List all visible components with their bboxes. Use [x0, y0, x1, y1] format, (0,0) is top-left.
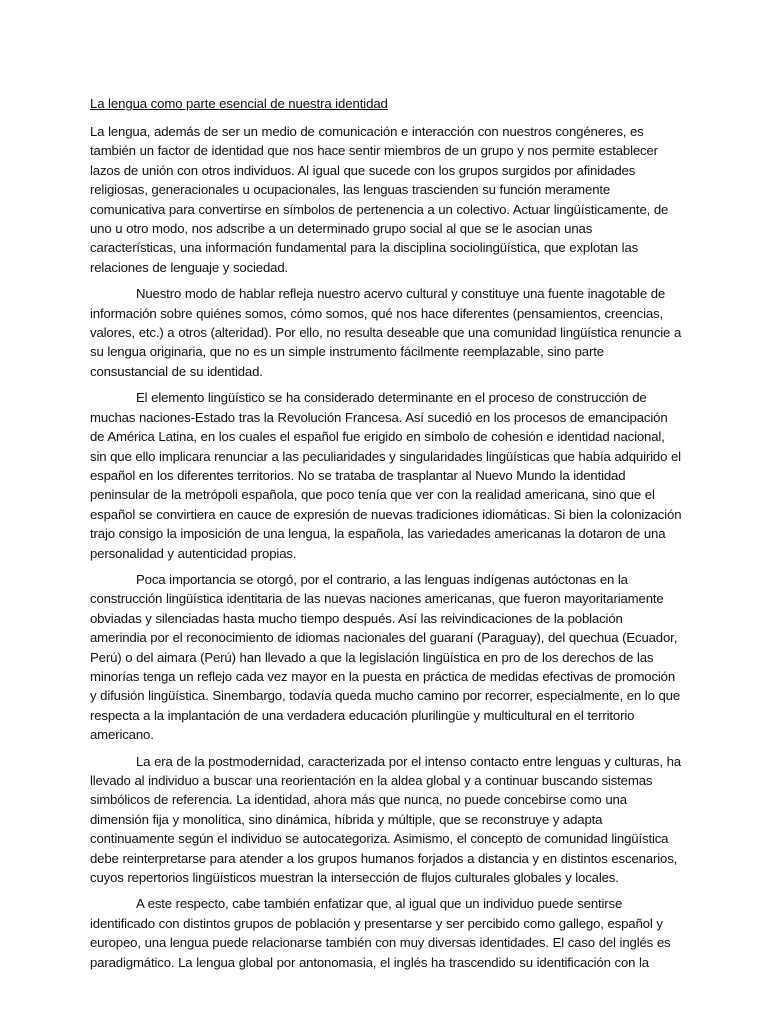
document-title: La lengua como parte esencial de nuestra identidad: [90, 96, 388, 111]
paragraph-6: A este respecto, cabe también enfatizar que, al igual que un individuo puede sentirse identificado con distintos grupos de población y presentarse y ser percibido como gallego, español y europeo, una lengua puede relacionarse también con muy diversas identidades. El caso del inglés es paradigmático. La lengua global por antonomasia, el inglés ha trascendido su identificación con la: [90, 896, 671, 970]
paragraph-5: La era de la postmodernidad, caracterizada por el intenso contacto entre lenguas y culturas, ha llevado al individuo a buscar una reorientación en la aldea global y a continuar buscando sistemas simbólicos de referencia. La identidad, ahora más que nunca, no puede concebirse como una dimensión fija y monolítica, sino dinámica, híbrida y múltiple, que se reconstruye y adapta continuamente según el individuo se autocategoriza. Asimismo, el concepto de comunidad lingüística debe reinterpretarse para atender a los grupos humanos forjados a distancia y en distintos escenarios, cuyos repertorios lingüísticos muestran la intersección de flujos culturales globales y locales.: [90, 753, 681, 886]
paragraph-3: El elemento lingüístico se ha considerado determinante en el proceso de construcción de muchas naciones-Estado tras la Revolución Francesa. Así sucedió en los procesos de emancipación de América Latina, en los cuales el español fue erigido en símbolo de cohesión e identidad nacional, sin que ello implicara renunciar a las peculiaridades y singularidades lingüísticas que había adquirido el español en los diferentes territorios. No se trataba de trasplantar al Nuevo Mundo la identidad peninsular de la metrópoli española, que poco tenía que ver con la realidad americana, sino que el español se convirtiera en cauce de expresión de nuevas tradiciones idiomáticas. Si bien la colonización trajo consigo la imposición de una lengua, la española, las variedades americanas la dotaron de una personalidad y autenticidad propias.: [90, 390, 682, 561]
paragraph-4: Poca importancia se otorgó, por el contrario, a las lenguas indígenas autóctonas en la construcción lingüística identitaria de las nuevas naciones americanas, que fueron mayoritariamente obviadas y silenciadas hasta mucho tiempo después. Así las reivindicaciones de la población amerindia por el reconocimiento de idiomas nacionales del guaraní (Paraguay), del quechua (Ecuador, Perú) o del aimara (Perú) han llevado a que la legislación lingüística en pro de los derechos de las minorías tenga un reflejo cada vez mayor en la puesta en práctica de medidas efectivas de promoción y difusión lingüística. Sinembargo, todavía queda mucho camino por recorrer, especialmente, en lo que respecta a la implantación de una verdadera educación plurilingüe y multicultural en el territorio americano.: [90, 571, 681, 743]
paragraph-2: Nuestro modo de hablar refleja nuestro acervo cultural y constituye una fuente inagotable de información sobre quiénes somos, cómo somos, qué nos hace diferentes (pensamientos, creencias, valores, etc.) a otros (alteridad). Por ello, no resulta deseable que una comunidad lingüística renuncie a su lengua originaria, que no es un simple instrumento fácilmente reemplazable, sino parte consustancial de su identidad.: [90, 286, 682, 379]
paragraph-1: La lengua, además de ser un medio de comunicación e interacción con nuestros congéneres, es también un factor de identidad que nos hace sentir miembros de un grupo y nos permite establecer lazos de unión con otros individuos. Al igual que sucede con los grupos surgidos por afinidades religiosas, generacionales u ocupacionales, las lenguas trascienden su función meramente comunicativa para convertirse en símbolos de pertenencia a un colectivo. Actuar lingüísticamente, de uno u otro modo, nos adscribe a un determinado grupo social al que se le asocian unas características, una información fundamental para la disciplina sociolingüística, que explotan las relaciones de lenguaje y sociedad.: [90, 124, 669, 275]
